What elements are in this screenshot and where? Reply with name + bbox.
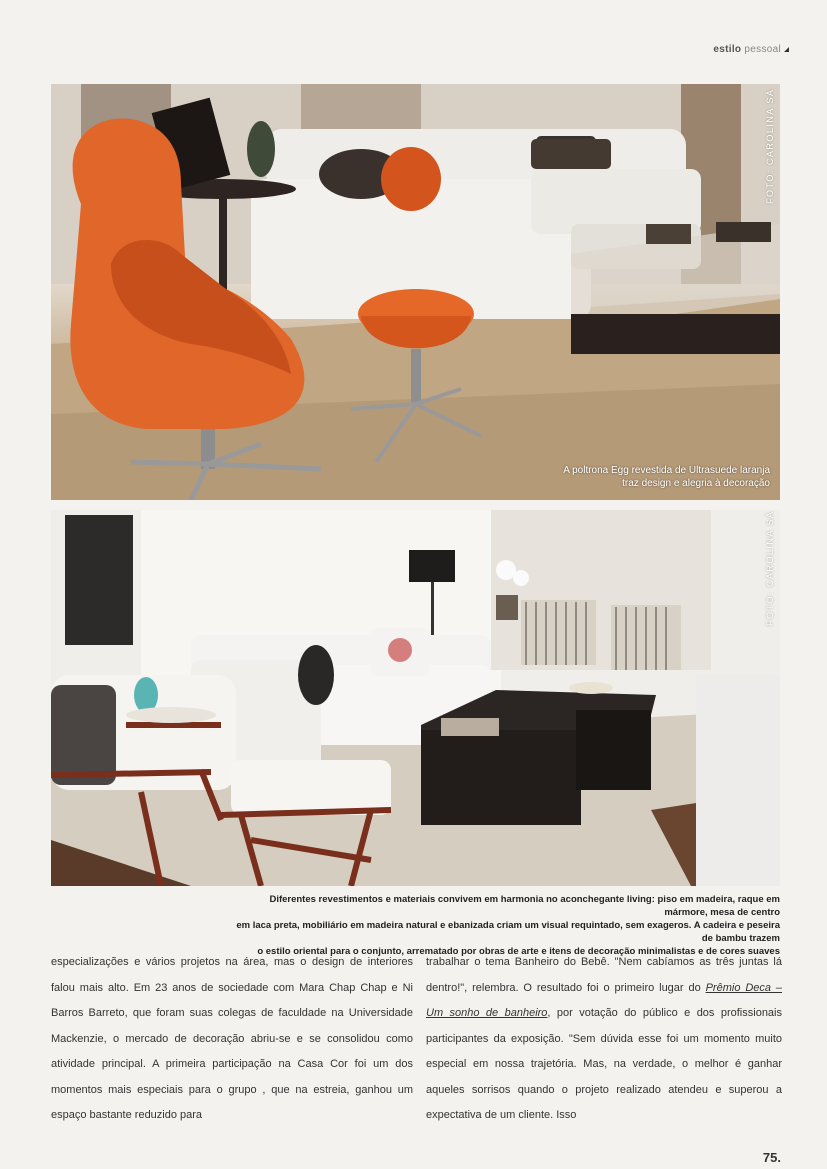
photo-caption xyxy=(228,893,780,958)
caption-line: traz design e alegria à decoração xyxy=(622,478,770,489)
photo-egg-chair-illustration xyxy=(51,84,780,500)
photo-living-room-illustration xyxy=(51,510,780,886)
corner-mark-icon xyxy=(784,47,789,52)
body-column-left: especializações e vários projetos na área, mas o design de interiores falou mais alto. Em 23 anos de sociedade com Mara Chap Chap e Ni Barros Barreto, que foram suas colegas de faculdade na Universidade Mackenzie, o mercado de decoração abriu-se e se consolidou como atividade principal. A primeira participação na Casa Cor foi um dos momentos mais especiais para o grupo , que na estreia, ganhou um espaço bastante reduzido para xyxy=(51,956,413,1121)
photo-egg-chair-living xyxy=(51,84,780,500)
body-column-right xyxy=(426,950,782,1129)
section-header-part-b: pessoal xyxy=(744,44,781,55)
photo-white-living-room xyxy=(51,510,780,886)
page-number: 75. xyxy=(762,1150,781,1165)
section-header-part-a: estilo xyxy=(713,44,742,55)
photo-credit: FOTO: CAROLINA SÁ xyxy=(765,88,775,204)
caption-line: Diferentes revestimentos e materiais convivem em harmonia no aconchegante living: piso em madeira, raque em mármore, mesa de centro xyxy=(269,894,780,918)
caption-line: em laca preta, mobiliário em madeira natural e ebanizada criam um visual requintado, sem exageros. A cadeira e peseira de bambu trazem xyxy=(236,920,780,944)
section-header xyxy=(713,44,789,55)
photo-caption xyxy=(540,464,770,490)
caption-line: A poltrona Egg revestida de Ultrasuede laranja xyxy=(563,465,770,476)
award-title: Prêmio Deca – Um sonho de banheiro xyxy=(426,981,782,1019)
caption-line: o estilo oriental para o conjunto, arrematado por obras de arte e itens de decoração minimalistas e de cores suaves xyxy=(257,946,780,957)
body-text: , por votação do público e dos profissionais participantes da exposição. "Sem dúvida esse foi um momento muito especial em nossa trajetória. Mas, na verdade, o melhor é ganhar aqueles sorrisos quando o projeto realizado atendeu e superou a expectativa de um cliente. Isso xyxy=(426,1007,782,1121)
body-text: trabalhar o tema Banheiro do Bebê. "Nem cabíamos as três juntas lá dentro!", relembra. O resultado foi o primeiro lugar do xyxy=(426,956,782,994)
photo-credit: FOTO: CAROLINA SÁ xyxy=(765,510,775,626)
